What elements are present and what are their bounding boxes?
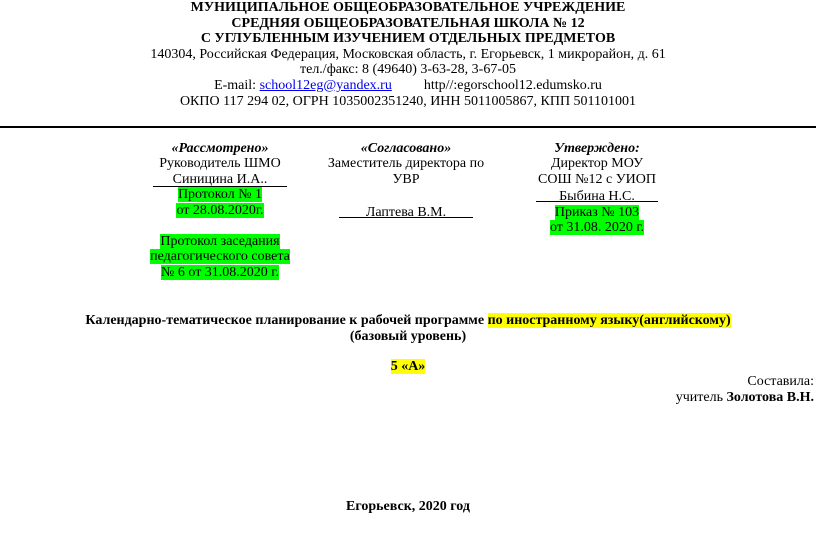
plan-class-text: 5 «А» [390, 359, 426, 374]
author-role: учитель [675, 390, 727, 405]
approved-title: Утверждено: [554, 141, 640, 156]
site-text: http//:egorschool12.edumsko.ru [423, 77, 602, 93]
reviewed-role: Руководитель ШМО [159, 156, 281, 172]
reviewed-protocol: Протокол № 1 [177, 187, 263, 203]
meeting-protocol-line1: Протокол заседания [160, 234, 280, 250]
reviewed-title: «Рассмотрено» [171, 141, 269, 156]
reviewed-name: Синицина И.А.. [172, 171, 268, 187]
plan-subject: по иностранному языку(английскому) [487, 313, 731, 328]
org-contacts [0, 78, 816, 94]
approved-role-line1: Директор МОУ [551, 156, 643, 172]
email-label: E-mail: [214, 77, 260, 93]
org-codes: ОКПО 117 294 02, ОГРН 1035002351240, ИНН 5011005867, КПП 501101001 [179, 93, 637, 109]
agreed-title: «Согласовано» [360, 141, 452, 156]
city-year: Егорьевск, 2020 год [346, 499, 470, 514]
reviewed-protocol-date: от 28.08.2020г. [176, 202, 264, 218]
org-address: 140304, Российская Федерация, Московская область, г. Егорьевск, 1 микрорайон, д. 61 [150, 46, 666, 62]
plan-level [0, 329, 816, 345]
header-divider [0, 126, 816, 128]
email-link[interactable]: school12eg@yandex.ru [259, 77, 392, 93]
school-header [0, 0, 816, 109]
author-name: Золотова В.Н. [726, 390, 814, 405]
author-label: Составила: [747, 374, 814, 389]
agreed-role-line2: УВР [392, 171, 420, 187]
agreed-role-line1: Заместитель директора по [327, 156, 485, 172]
plan-level-text: (базовый уровень) [349, 329, 467, 344]
approved-order-date: от 31.08. 2020 г. [549, 220, 645, 236]
plan-title-prefix: Календарно-тематическое планирование к рабочей программе [85, 313, 488, 328]
approved-order: Приказ № 103 [554, 204, 640, 220]
author-info [676, 390, 814, 406]
meeting-protocol-line3: № 6 от 31.08.2020 г. [161, 264, 279, 280]
approved-name: Быбина Н.С. [559, 189, 635, 205]
plan-title [0, 313, 816, 329]
org-name-line2: СРЕДНЯЯ ОБЩЕОБРАЗОВАТЕЛЬНАЯ ШКОЛА № 12 [231, 15, 585, 31]
approved-role-line2: СОШ №12 с УИОП [538, 171, 656, 187]
plan-class [0, 359, 816, 375]
org-name-line3: С УГЛУБЛЕННЫМ ИЗУЧЕНИЕМ ОТДЕЛЬНЫХ ПРЕДМЕТОВ [200, 31, 616, 47]
org-phone: тел./факс: 8 (49640) 3-63-28, 3-67-05 [299, 62, 517, 78]
org-name-line1: МУНИЦИПАЛЬНОЕ ОБЩЕОБРАЗОВАТЕЛЬНОЕ УЧРЕЖДЕНИЕ [190, 0, 626, 15]
agreed-name: Лаптева В.М. [365, 205, 447, 221]
meeting-protocol-line2: педагогического совета [150, 249, 290, 265]
reviewed-block [148, 141, 292, 280]
approved-block [522, 141, 672, 235]
agreed-block [326, 141, 486, 221]
